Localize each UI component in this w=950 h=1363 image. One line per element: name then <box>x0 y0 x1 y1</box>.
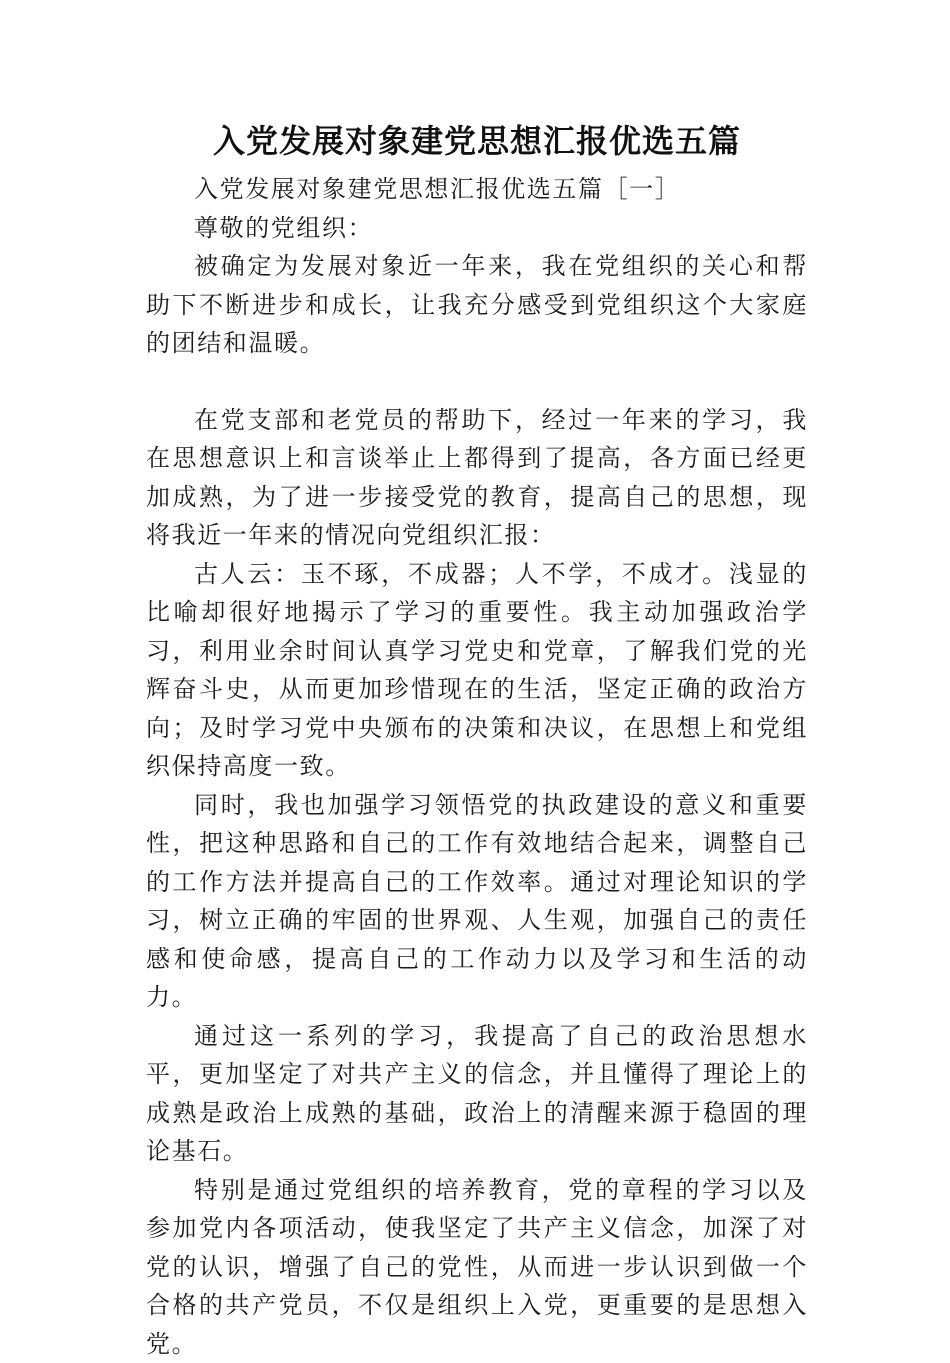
paragraph-5: 通过这一系列的学习，我提高了自己的政治思想水平，更加坚定了对共产主义的信念，并且懂得了理论上的成熟是政治上成熟的基础，政治上的清醒来源于稳固的理论基石。 <box>146 1017 808 1171</box>
document-page <box>146 118 808 1363</box>
paragraph-6: 特别是通过党组织的培养教育，党的章程的学习以及参加党内各项活动，使我坚定了共产主义信念，加深了对党的认识，增强了自己的党性，从而进一步认识到做一个合格的共产党员，不仅是组织上入党，更重要的是思想入党。 <box>146 1171 808 1363</box>
paragraph-2: 在党支部和老党员的帮助下，经过一年来的学习，我在思想意识上和言谈举止上都得到了提高，各方面已经更加成熟，为了进一步接受党的教育，提高自己的思想，现将我近一年来的情况向党组织汇报： <box>146 401 808 555</box>
paragraph-3: 古人云：玉不琢，不成器；人不学，不成才。浅显的比喻却很好地揭示了学习的重要性。我主动加强政治学习，利用业余时间认真学习党史和党章，了解我们党的光辉奋斗史，从而更加珍惜现在的生活，坚定正确的政治方向；及时学习党中央颁布的决策和决议，在思想上和党组织保持高度一致。 <box>146 555 808 786</box>
paragraph-gap <box>146 363 808 401</box>
paragraph-4: 同时，我也加强学习领悟党的执政建设的意义和重要性，把这种思路和自己的工作有效地结合起来，调整自己的工作方法并提高自己的工作效率。通过对理论知识的学习，树立正确的牢固的世界观、人生观，加强自己的责任感和使命感，提高自己的工作动力以及学习和生活的动力。 <box>146 786 808 1017</box>
document-title: 入党发展对象建党思想汇报优选五篇 <box>146 118 808 164</box>
document-subtitle: 入党发展对象建党思想汇报优选五篇［一］ <box>146 170 808 209</box>
salutation: 尊敬的党组织： <box>146 209 808 248</box>
paragraph-1: 被确定为发展对象近一年来，我在党组织的关心和帮助下不断进步和成长，让我充分感受到党组织这个大家庭的团结和温暖。 <box>146 247 808 363</box>
